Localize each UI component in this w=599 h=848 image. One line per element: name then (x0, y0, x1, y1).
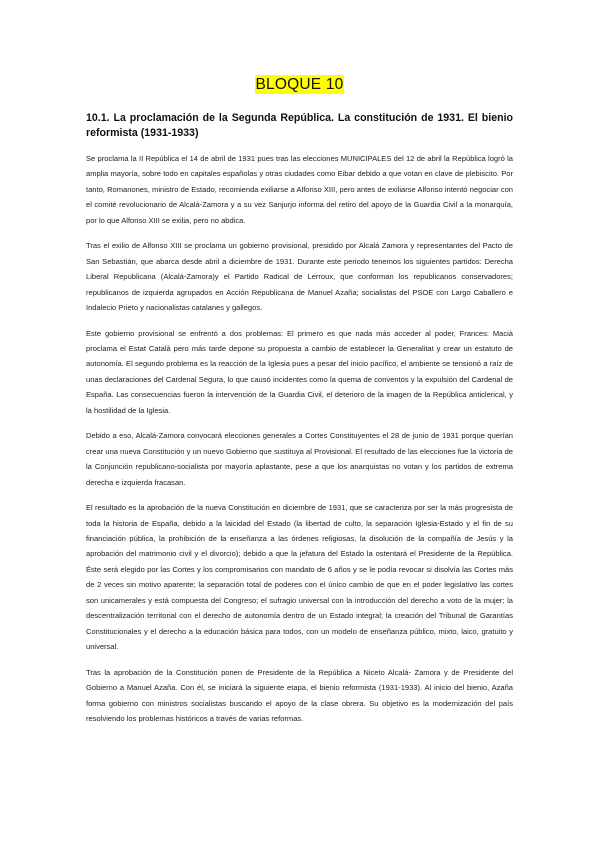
paragraph-6: Tras la aprobación de la Constitución ponen de Presidente de la República a Niceto Alcalá- Zamora y de Presidente del Gobierno a Manuel Azaña. Con él, se iniciará la siguiente etapa, el bienio reformista (1931-1933). Al inicio del bienio, Azaña forma gobierno con ministros socialistas buscando el apoyo de la clase obrera. Su objetivo es la modernización del país resolviendo los problemas históricos a través de varias reformas. (86, 667, 513, 723)
paragraph-1: Se proclama la II República el 14 de abril de 1931 pues tras las elecciones MUNICIPALES del 12 de abril la República logró la amplia mayoría, sobre todo en capitales españolas y otras ciudades como Eibar debido a que votan en clave de plebiscito. Por tanto, Romanones, ministro de Estado, recomienda exiliarse a Alfonso XIII, pero antes de exiliarse Alfonso intentó negociar con el comité revolucionario de Alcalá-Zamora y a su vez Sanjurjo informa del retiro del apoyo de la Guardia Civil a la monarquía, por lo que Alfonso XIII se exilia, pero no abdica. (86, 154, 513, 225)
paragraph-3: Este gobierno provisional se enfrentó a dos problemas: El primero es que nada más acceder al poder, Frances: Macià proclama el Estat Català pero más tarde depone su propuesta a cambio de establecer la Generalitat y crear un estatuto de autonomía. El segundo problema es la reacción de la Iglesia pues a pesar del inicio pacífico, el ambiente se tensionó a raíz de unas declaraciones del Cardenal Segura, lo que causó incidentes como la quema de conventos y la expulsión del Cardenal de España. Las consecuencias fueron la intervención de la Guardia Civil, el deterioro de la imagen de la República anticlerical, y la hostilidad de la Iglesia. (86, 328, 513, 415)
paragraph-2: Tras el exilio de Alfonso XIII se proclama un gobierno provisional, presidido por Alcalá Zamora y representantes del Pacto de San Sebastián, que abarca desde abril a diciembre de 1931. Durante este periodo tenemos los siguientes partidos: Derecha Liberal Republicana (Alcalá-Zamora)y el Partido Radical de Lerroux, que conforman los republicanos conservadores; republicanos de izquierda agrupados en Acción Republicana de Manuel Azaña; socialistas del PSOE con Largo Caballero e Indalecio Prieto y nacionalistas catalanes y gallegos. (86, 241, 513, 313)
page-title: BLOQUE 10 (255, 76, 344, 93)
title-container (86, 75, 513, 97)
section-heading: 10.1. La proclamación de la Segunda República. La constitución de 1931. El bienio reformista (1931-1933) (86, 112, 513, 139)
paragraph-4: Debido a eso, Alcalá-Zamora convocará elecciones generales a Cortes Constituyentes el 28 de junio de 1931 porque querían crear una nueva Constitución y un nuevo Gobierno que sustituya al Provisional. El resultado de las elecciones fue la victoria de la Conjunción republicano-socialista por mayoría aplastante, pese a que los anarquistas no votan y los partidos de extrema derecha e izquierda fracasan. (86, 431, 513, 487)
paragraph-5: El resultado es la aprobación de la nueva Constitución en diciembre de 1931, que se caracteriza por ser la más progresista de toda la historia de España, debido a la laicidad del Estado (la libertad de culto, la separación Iglesia-Estado y el fin de su financiación pública, la prohibición de la enseñanza a las órdenes religiosas, la disolución de la compañía de Jesús y la aprobación del matrimonio civil y el divorcio); debido a que la jefatura del Estado la ostentará el Presidente de la República. Éste será elegido por las Cortes y los compromisarios con mandato de 6 años y se le podía revocar si disolvía las Cortes más de 2 veces sin motivo aparente; la separación total de poderes con el único cambio de que en el poder legislativo las cortes son unicamerales y está compuesta del Congreso; el sufragio universal con la introducción del derecho a voto de la mujer; la descentralización territorial con el derecho de autonomía dentro de un Estado integral; la creación del Tribunal de Garantías Constitucionales y el derecho a la educación básica para todos, con un modelo de enseñanza público, mixto, laico, gratuito y universal. (86, 503, 513, 652)
